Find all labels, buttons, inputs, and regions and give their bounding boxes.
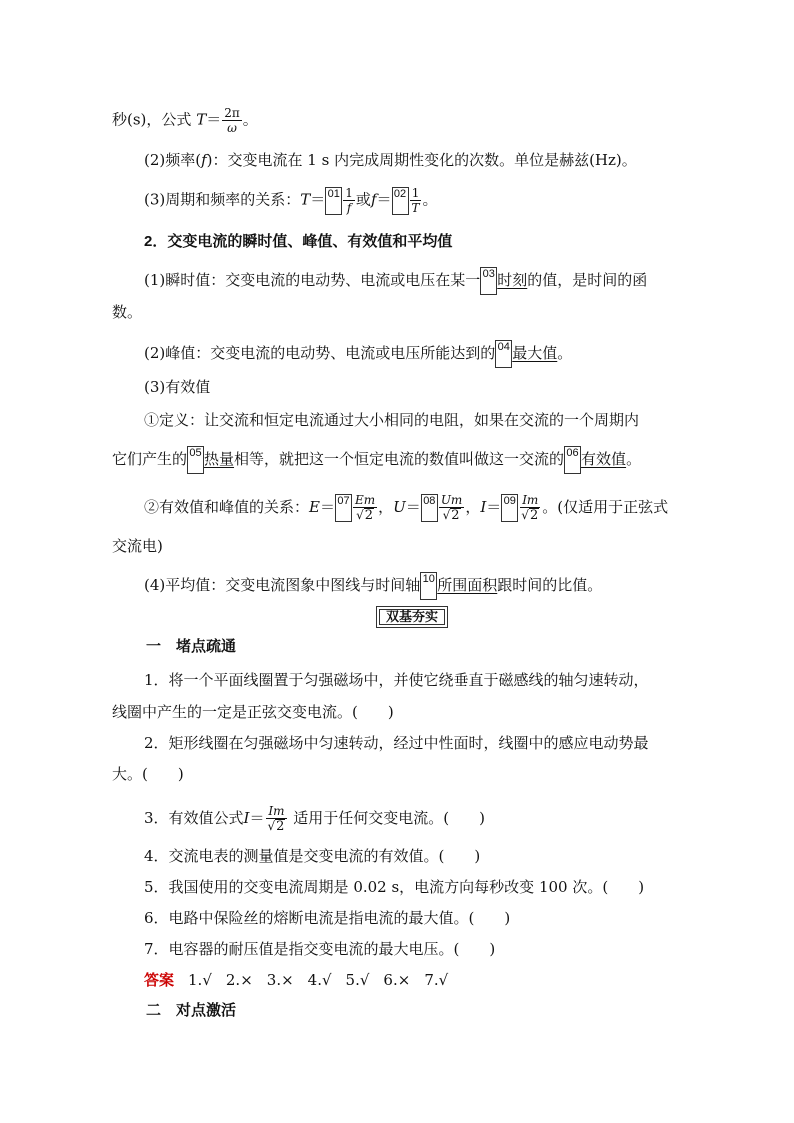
peak-value-line bbox=[144, 340, 572, 368]
sqrt-radicand: 2 bbox=[529, 508, 539, 523]
em-over-root2-fraction bbox=[353, 493, 377, 523]
sqrt-radicand: 2 bbox=[364, 508, 374, 523]
definition-line-1: ①定义：让交流和恒定电流通过大小相同的电阻，如果在交流的一个周期内 bbox=[144, 411, 640, 429]
var-I: I bbox=[243, 809, 250, 827]
fraction-numerator: Um bbox=[440, 493, 463, 507]
fraction-numerator: Im bbox=[268, 804, 285, 818]
im-over-root2-fraction bbox=[266, 804, 288, 834]
answer-key bbox=[144, 970, 462, 991]
var-I: I bbox=[480, 498, 487, 516]
answer-3: 3.× bbox=[266, 971, 294, 989]
um-over-root2-fraction bbox=[439, 493, 465, 523]
answer-1: 1.√ bbox=[188, 971, 212, 989]
blank-box-03: 03 bbox=[480, 267, 497, 295]
question-2-line-2: 大。( ) bbox=[112, 765, 184, 783]
question-2-line-1: 2．矩形线圈在匀强磁场中匀速转动，经过中性面时，线圈中的感应电动势最 bbox=[144, 734, 649, 752]
question-4: 4．交流电表的测量值是交变电流的有效值。( ) bbox=[144, 847, 481, 865]
comma: ， bbox=[378, 498, 394, 516]
two-pi-over-omega-fraction bbox=[222, 106, 242, 135]
part-2-heading: 二 对点激活 bbox=[146, 1002, 237, 1019]
fraction-numerator: Em bbox=[354, 493, 376, 507]
answer-effective-value: 有效值 bbox=[581, 450, 627, 468]
answer-2: 2.× bbox=[225, 971, 253, 989]
blank-box-06: 06 bbox=[564, 446, 581, 474]
definition-end: 。 bbox=[626, 450, 642, 468]
one-over-f-fraction bbox=[343, 186, 355, 215]
definition-line-2 bbox=[112, 446, 641, 474]
fraction-denominator: √2 bbox=[356, 508, 374, 523]
answer-5: 5.√ bbox=[345, 971, 370, 989]
one-over-T-fraction bbox=[410, 186, 422, 215]
relation-suffix: 。(仅适用于正弦式 bbox=[542, 498, 669, 516]
equals-sign: ＝ bbox=[405, 498, 421, 516]
average-suffix: 跟时间的比值。 bbox=[497, 576, 603, 594]
im-over-root2-fraction bbox=[519, 493, 541, 523]
period-frequency-relation bbox=[144, 186, 438, 215]
var-T: T bbox=[300, 190, 311, 209]
rms-heading: (3)有效值 bbox=[144, 378, 211, 396]
instantaneous-continuation: 数。 bbox=[112, 303, 143, 321]
fraction-denominator: T bbox=[411, 201, 420, 215]
answer-key-label: 答案 bbox=[144, 972, 175, 989]
q3-suffix: 适用于任何交变电流。( ) bbox=[293, 809, 485, 827]
blank-box-05: 05 bbox=[187, 446, 204, 474]
var-U: U bbox=[393, 498, 406, 516]
frequency-definition bbox=[144, 150, 637, 170]
part-1-heading: 一 堵点疏通 bbox=[146, 638, 237, 655]
average-value-line bbox=[144, 572, 602, 600]
equals-sign: ＝ bbox=[319, 498, 335, 516]
answer-moment: 时刻 bbox=[497, 271, 528, 289]
blank-box-09: 09 bbox=[501, 494, 518, 522]
answer-max-value: 最大值 bbox=[512, 344, 558, 362]
fraction-numerator: 1 bbox=[345, 186, 353, 200]
blank-box-04: 04 bbox=[495, 340, 512, 368]
relation-prefix: ②有效值和峰值的关系： bbox=[144, 498, 310, 516]
question-1-line-1: 1．将一个平面线圈置于匀强磁场中，并使它绕垂直于磁感线的轴匀速转动， bbox=[144, 671, 649, 689]
sqrt-radicand: 2 bbox=[451, 508, 460, 523]
question-1-line-2: 线圈中产生的一定是正弦交变电流。( ) bbox=[112, 703, 394, 721]
instant-suffix: 的值，是时间的函 bbox=[527, 271, 648, 289]
peak-prefix: (2)峰值：交变电流的电动势、电流或电压所能达到的 bbox=[144, 344, 496, 362]
relation-continuation: 交流电) bbox=[112, 537, 163, 555]
instantaneous-value-line bbox=[144, 267, 647, 295]
question-6: 6．电路中保险丝的熔断电流是指电流的最大值。( ) bbox=[144, 909, 511, 927]
period-formula-prefix: 秒(s)，公式 bbox=[112, 110, 192, 129]
section-banner: 双基夯实 bbox=[376, 606, 448, 628]
blank-box-10: 10 bbox=[420, 572, 437, 600]
question-7: 7．电容器的耐压值是指交变电流的最大电压。( ) bbox=[144, 940, 496, 958]
equals-sign: ＝ bbox=[486, 498, 502, 516]
answer-4: 4.√ bbox=[307, 971, 332, 989]
fraction-numerator: 2π bbox=[224, 106, 240, 120]
section-2-heading: 2．交变电流的瞬时值、峰值、有效值和平均值 bbox=[144, 233, 453, 250]
sqrt-radicand: 2 bbox=[276, 819, 285, 834]
relation-end: 。 bbox=[422, 190, 438, 209]
peak-end: 。 bbox=[557, 344, 573, 362]
equals-sign: ＝ bbox=[249, 809, 265, 827]
blank-box-07: 07 bbox=[335, 494, 352, 522]
definition-middle: 相等，就把这一个恒定电流的数值叫做这一交流的 bbox=[234, 450, 565, 468]
var-E: E bbox=[309, 498, 320, 516]
answer-heat: 热量 bbox=[204, 450, 235, 468]
answer-enclosed-area: 所围面积 bbox=[437, 576, 498, 594]
average-prefix: (4)平均值：交变电流图象中图线与时间轴 bbox=[144, 576, 421, 594]
var-f: f bbox=[370, 190, 377, 209]
equals-sign: ＝ bbox=[376, 190, 392, 209]
rms-peak-relation bbox=[144, 493, 668, 523]
var-T: T bbox=[196, 110, 207, 129]
period-formula-end: 。 bbox=[242, 110, 258, 129]
equals-sign: ＝ bbox=[206, 110, 222, 129]
question-3 bbox=[144, 804, 485, 834]
definition-prefix: 它们产生的 bbox=[112, 450, 188, 468]
instant-prefix: (1)瞬时值：交变电流的电动势、电流或电压在某一 bbox=[144, 271, 481, 289]
blank-box-08: 08 bbox=[421, 494, 438, 522]
frequency-text-b: )：交变电流在 1 s 内完成周期性变化的次数。单位是赫兹(Hz)。 bbox=[206, 151, 637, 169]
var-f: f bbox=[201, 151, 207, 169]
answer-7: 7.√ bbox=[424, 971, 449, 989]
fraction-denominator: √2 bbox=[521, 508, 539, 523]
frequency-text-a: (2)频率( bbox=[144, 151, 202, 169]
fraction-numerator: 1 bbox=[411, 186, 420, 200]
period-formula-line bbox=[112, 106, 258, 135]
answer-6: 6.× bbox=[383, 971, 411, 989]
fraction-denominator: √2 bbox=[267, 819, 285, 834]
q3-prefix: 3．有效值公式 bbox=[144, 809, 244, 827]
comma: ， bbox=[465, 498, 481, 516]
fraction-denominator: √2 bbox=[442, 508, 460, 523]
relation-prefix: (3)周期和频率的关系： bbox=[144, 190, 301, 209]
fraction-denominator: f bbox=[346, 201, 352, 215]
question-5: 5．我国使用的交变电流周期是 0.02 s，电流方向每秒改变 100 次。( ) bbox=[144, 878, 645, 896]
equals-sign: ＝ bbox=[310, 190, 326, 209]
blank-box-02: 02 bbox=[392, 187, 409, 215]
or-word: 或 bbox=[355, 190, 371, 209]
fraction-numerator: Im bbox=[522, 493, 539, 507]
fraction-denominator: ω bbox=[227, 121, 237, 135]
blank-box-01: 01 bbox=[325, 187, 342, 215]
